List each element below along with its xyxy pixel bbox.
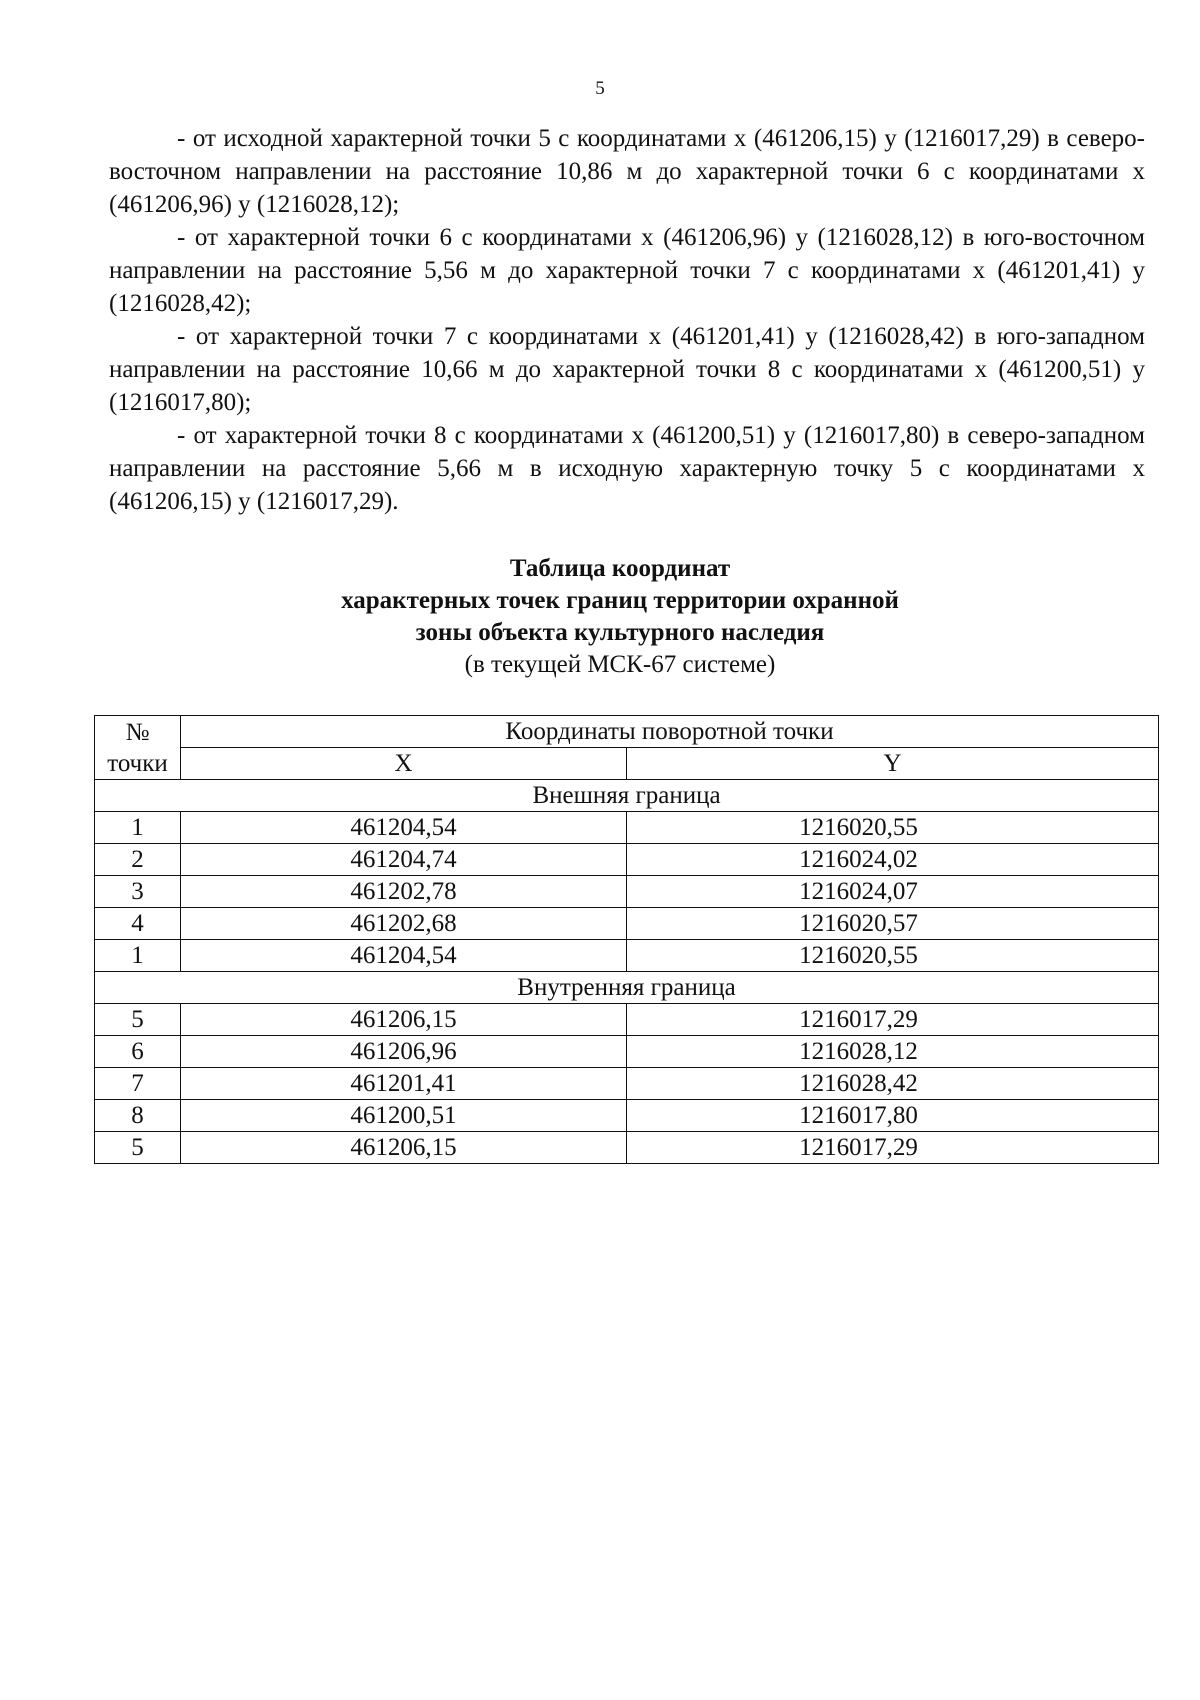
section-row [95, 780, 1159, 812]
table-header-row [95, 716, 1159, 748]
point-number-cell: 6 [95, 1036, 181, 1068]
x-coordinate-cell: 461202,68 [181, 908, 627, 940]
paragraph: - от характерной точки 8 с координатами х (461200,51) у (1216017,80) в северо-западном направлении на расстояние 5,66 м в исходную характерную точку 5 с координатами х (461206,15) у (1216017,29). [109, 422, 1145, 515]
point-number-cell: 2 [95, 844, 181, 876]
section-title-cell: Внутренняя граница [95, 972, 1159, 1004]
table-row [95, 1132, 1159, 1164]
y-coordinate-cell: 1216028,12 [627, 1036, 1159, 1068]
point-number-cell: 8 [95, 1100, 181, 1132]
x-coordinate-cell: 461204,54 [181, 812, 627, 844]
section-title-cell: Внешняя граница [95, 780, 1159, 812]
table-row [95, 908, 1159, 940]
x-coordinate-cell: 461200,51 [181, 1100, 627, 1132]
table-title-line: зоны объекта культурного наследия [415, 619, 825, 646]
y-coordinate-cell: 1216028,42 [627, 1068, 1159, 1100]
table-title-block [0, 553, 1200, 681]
table-row [95, 1004, 1159, 1036]
point-number-cell: 1 [95, 812, 181, 844]
header-coords-cell: Координаты поворотной точки [181, 716, 1159, 748]
header-x-cell: X [181, 748, 627, 780]
table-row [95, 1100, 1159, 1132]
table-row [95, 940, 1159, 972]
coordinates-table [94, 715, 1159, 1164]
point-number-cell: 3 [95, 876, 181, 908]
paragraph: - от характерной точки 6 с координатами х (461206,96) у (1216028,12) в юго-восточном направлении на расстояние 5,56 м до характерной точки 7 с координатами х (461201,41) у (1216028,42); [109, 224, 1145, 317]
section-row [95, 972, 1159, 1004]
page-number: 5 [595, 78, 605, 99]
y-coordinate-cell: 1216017,80 [627, 1100, 1159, 1132]
point-number-cell: 7 [95, 1068, 181, 1100]
y-coordinate-cell: 1216017,29 [627, 1004, 1159, 1036]
y-coordinate-cell: 1216024,07 [627, 876, 1159, 908]
table-row [95, 1036, 1159, 1068]
point-number-cell: 1 [95, 940, 181, 972]
y-coordinate-cell: 1216020,57 [627, 908, 1159, 940]
table-subtitle: (в текущей МСК-67 системе) [464, 651, 776, 678]
paragraph: - от исходной характерной точки 5 с координатами х (461206,15) у (1216017,29) в северо-восточном направлении на расстояние 10,86 м до характерной точки 6 с координатами х (461206,96) у (1216028,12); [109, 125, 1145, 218]
header-num-cell [95, 716, 181, 780]
table-row [95, 844, 1159, 876]
x-coordinate-cell: 461204,74 [181, 844, 627, 876]
paragraph: - от характерной точки 7 с координатами х (461201,41) у (1216028,42) в юго-западном направлении на расстояние 10,66 м до характерной точки 8 с координатами х (461200,51) у (1216017,80); [109, 323, 1145, 416]
y-coordinate-cell: 1216020,55 [627, 812, 1159, 844]
table-row [95, 876, 1159, 908]
x-coordinate-cell: 461206,15 [181, 1004, 627, 1036]
header-num-label: № [125, 718, 150, 746]
table-title-line: характерных точек границ территории охранной [341, 587, 899, 614]
y-coordinate-cell: 1216020,55 [627, 940, 1159, 972]
point-number-cell: 5 [95, 1132, 181, 1164]
table-row [95, 812, 1159, 844]
header-y-cell: Y [627, 748, 1159, 780]
y-coordinate-cell: 1216024,02 [627, 844, 1159, 876]
point-number-cell: 4 [95, 908, 181, 940]
x-coordinate-cell: 461204,54 [181, 940, 627, 972]
x-coordinate-cell: 461206,96 [181, 1036, 627, 1068]
table-row [95, 1068, 1159, 1100]
y-coordinate-cell: 1216017,29 [627, 1132, 1159, 1164]
x-coordinate-cell: 461206,15 [181, 1132, 627, 1164]
body-text [109, 122, 1145, 518]
header-num-label: точки [107, 749, 168, 777]
table-title-line: Таблица координат [509, 555, 731, 582]
point-number-cell: 5 [95, 1004, 181, 1036]
x-coordinate-cell: 461202,78 [181, 876, 627, 908]
x-coordinate-cell: 461201,41 [181, 1068, 627, 1100]
table-header-row [95, 748, 1159, 780]
